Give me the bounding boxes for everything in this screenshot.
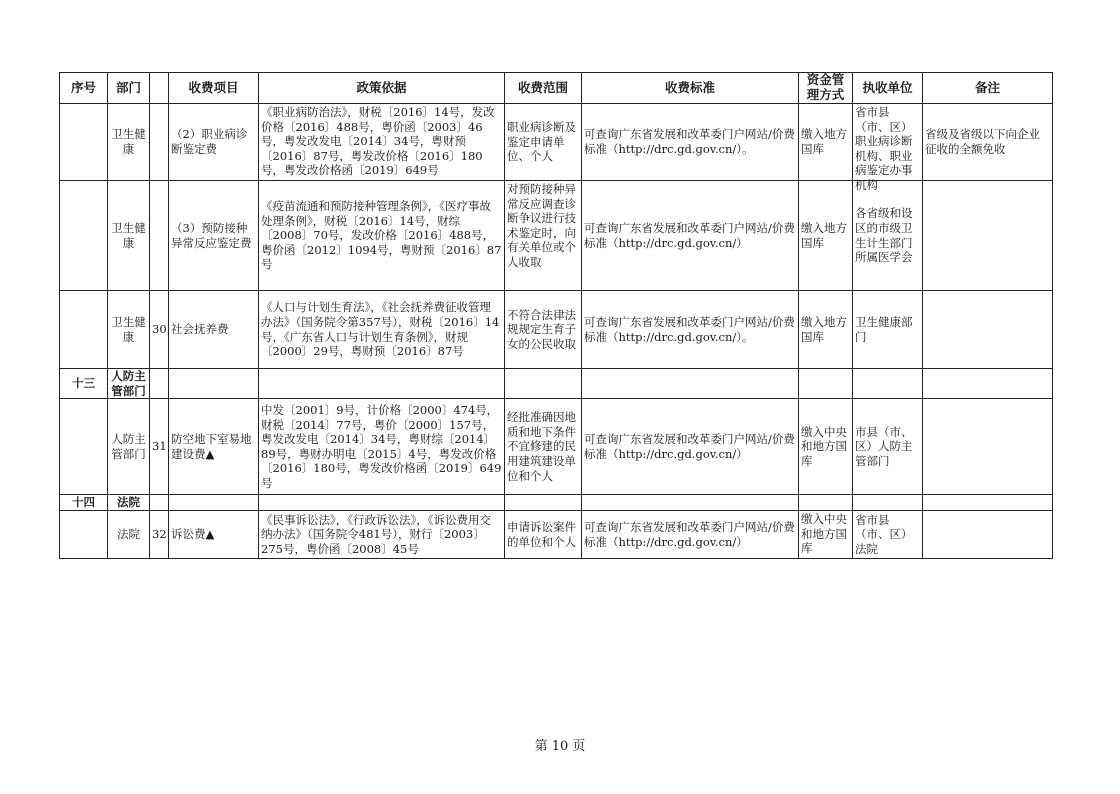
cell-policy: 《疫苗流通和预防接种管理条例》，《医疗事故处理条例》，财税〔2016〕14号，财综〔2008〕70号，发改价格〔2016〕488号，粤价函〔2012〕1094号，粤财预〔2016〕87号 [259, 181, 505, 291]
cell-dept: 卫生健康 [108, 291, 150, 369]
empty-cell [505, 369, 582, 399]
cell-fund: 缴入地方国库 [799, 104, 853, 181]
empty-cell [853, 369, 923, 399]
header-row [60, 73, 1053, 104]
cell-num: 30 [150, 291, 169, 369]
header-item: 收费项目 [169, 73, 259, 104]
table-row [60, 291, 1053, 369]
cell-num: 32 [150, 511, 169, 559]
cell-num [150, 104, 169, 181]
section-row [60, 369, 1053, 399]
section-seq: 十三 [60, 369, 108, 399]
cell-note: 省级及省级以下向企业征收的全额免收 [923, 104, 1053, 181]
empty-cell [505, 495, 582, 511]
cell-dept: 人防主管部门 [108, 399, 150, 495]
empty-cell [582, 369, 799, 399]
cell-scope: 申请诉讼案件的单位和个人 [505, 511, 582, 559]
cell-policy: 《人口与计划生育法》，《社会抚养费征收管理办法》（国务院令第357号），财税〔2016〕14号，《广东省人口与计划生育条例》，财规〔2000〕29号，粤财预〔2016〕87号 [259, 291, 505, 369]
cell-dept: 法院 [108, 511, 150, 559]
cell-unit: 各省级和设区的市级卫生计生部门所属医学会 [853, 181, 923, 291]
cell-seq [60, 181, 108, 291]
empty-cell [259, 369, 505, 399]
cell-fund: 缴入地方国库 [799, 181, 853, 291]
empty-cell [923, 369, 1053, 399]
cell-item: 防空地下室易地建设费▲ [169, 399, 259, 495]
cell-policy: 中发〔2001〕9号，计价格〔2000〕474号，财税〔2014〕77号，粤价〔2000〕157号，粤发改发电〔2014〕34号，粤财综〔2014〕89号，粤财办明电〔2015〕4号，粤发改价格〔2016〕180号，粤发改价格函〔2019〕649号 [259, 399, 505, 495]
header-policy: 政策依据 [259, 73, 505, 104]
cell-note [923, 181, 1053, 291]
cell-item: 诉讼费▲ [169, 511, 259, 559]
header-dept: 部门 [108, 73, 150, 104]
cell-standard: 可查询广东省发展和改革委门户网站/价费标准（http://drc.gd.gov.cn/） [582, 181, 799, 291]
empty-cell [150, 369, 169, 399]
section-title: 法院 [108, 495, 150, 511]
cell-unit: 市县（市、区）人防主管部门 [853, 399, 923, 495]
cell-fund [799, 511, 853, 559]
cell-num: 31 [150, 399, 169, 495]
header-num [150, 73, 169, 104]
cell-seq [60, 511, 108, 559]
cell-item: （2）职业病诊断鉴定费 [169, 104, 259, 181]
cell-unit [853, 104, 923, 192]
empty-cell [169, 495, 259, 511]
header-unit: 执收单位 [853, 73, 923, 104]
cell-fund-text: 缴入中央和地方国库 [801, 512, 847, 556]
cell-note [923, 511, 1053, 559]
cell-dept: 卫生健康 [108, 181, 150, 291]
section-title: 人防主管部门 [108, 369, 150, 399]
cell-policy: 《民事诉讼法》，《行政诉讼法》，《诉讼费用交纳办法》（国务院令481号），财行〔2003〕275号，粤价函〔2008〕45号 [259, 511, 505, 559]
table-row [60, 104, 1053, 181]
cell-scope-text: 对预防接种异常反应调查诊断争议进行技术鉴定时，向有关单位或个人收取 [507, 182, 576, 269]
empty-cell [923, 495, 1053, 511]
cell-unit: 省市县（市、区）法院 [853, 511, 923, 559]
header-standard: 收费标准 [582, 73, 799, 104]
cell-seq [60, 399, 108, 495]
table-row [60, 181, 1053, 291]
cell-unit: 卫生健康部门 [853, 291, 923, 369]
header-fund: 资金管理方式 [799, 73, 853, 104]
cell-standard: 可查询广东省发展和改革委门户网站/价费标准（http://drc.gd.gov.cn/） [582, 511, 799, 559]
cell-item: 社会抚养费 [169, 291, 259, 369]
empty-cell [853, 495, 923, 511]
cell-scope: 经批准确因地质和地下条件不宜修建的民用建筑建设单位和个人 [505, 399, 582, 495]
cell-item: （3）预防接种异常反应鉴定费 [169, 181, 259, 291]
cell-fund: 缴入中央和地方国库 [799, 399, 853, 495]
cell-seq [60, 291, 108, 369]
cell-note [923, 399, 1053, 495]
empty-cell [259, 495, 505, 511]
empty-cell [799, 495, 853, 511]
cell-policy [259, 104, 505, 181]
section-row [60, 495, 1053, 511]
fee-table [59, 72, 1053, 559]
table-row [60, 511, 1053, 559]
cell-standard: 可查询广东省发展和改革委门户网站/价费标准（http://drc.gd.gov.cn/）。 [582, 291, 799, 369]
cell-standard: 可查询广东省发展和改革委门户网站/价费标准（http://drc.gd.gov.cn/）。 [582, 104, 799, 181]
cell-standard: 可查询广东省发展和改革委门户网站/价费标准（http://drc.gd.gov.cn/） [582, 399, 799, 495]
cell-dept: 卫生健康 [108, 104, 150, 181]
cell-scope: 职业病诊断及鉴定申请单位、个人 [505, 104, 582, 181]
header-scope: 收费范围 [505, 73, 582, 104]
cell-fund: 缴入地方国库 [799, 291, 853, 369]
empty-cell [799, 369, 853, 399]
cell-note [923, 291, 1053, 369]
empty-cell [169, 369, 259, 399]
cell-num [150, 181, 169, 291]
table-row [60, 399, 1053, 495]
empty-cell [150, 495, 169, 511]
header-note: 备注 [923, 73, 1053, 104]
header-seq: 序号 [60, 73, 108, 104]
cell-scope: 不符合法律法规规定生育子女的公民收取 [505, 291, 582, 369]
section-seq: 十四 [60, 495, 108, 511]
empty-cell [582, 495, 799, 511]
cell-scope [505, 181, 582, 291]
cell-seq [60, 104, 108, 181]
page-number: 第 10 页 [534, 739, 586, 754]
cell-unit-text: 省市县（市、区）职业病诊断机构、职业病鉴定办事机构 [855, 105, 913, 192]
cell-policy-text: 《职业病防治法》，财税〔2016〕14号，发改价格〔2016〕488号，粤价函〔2003〕46号，粤发改发电〔2014〕34号，粤财预〔2016〕87号，粤发改价格〔2016〕180号，粤发改价格函〔2019〕649号 [261, 105, 495, 178]
